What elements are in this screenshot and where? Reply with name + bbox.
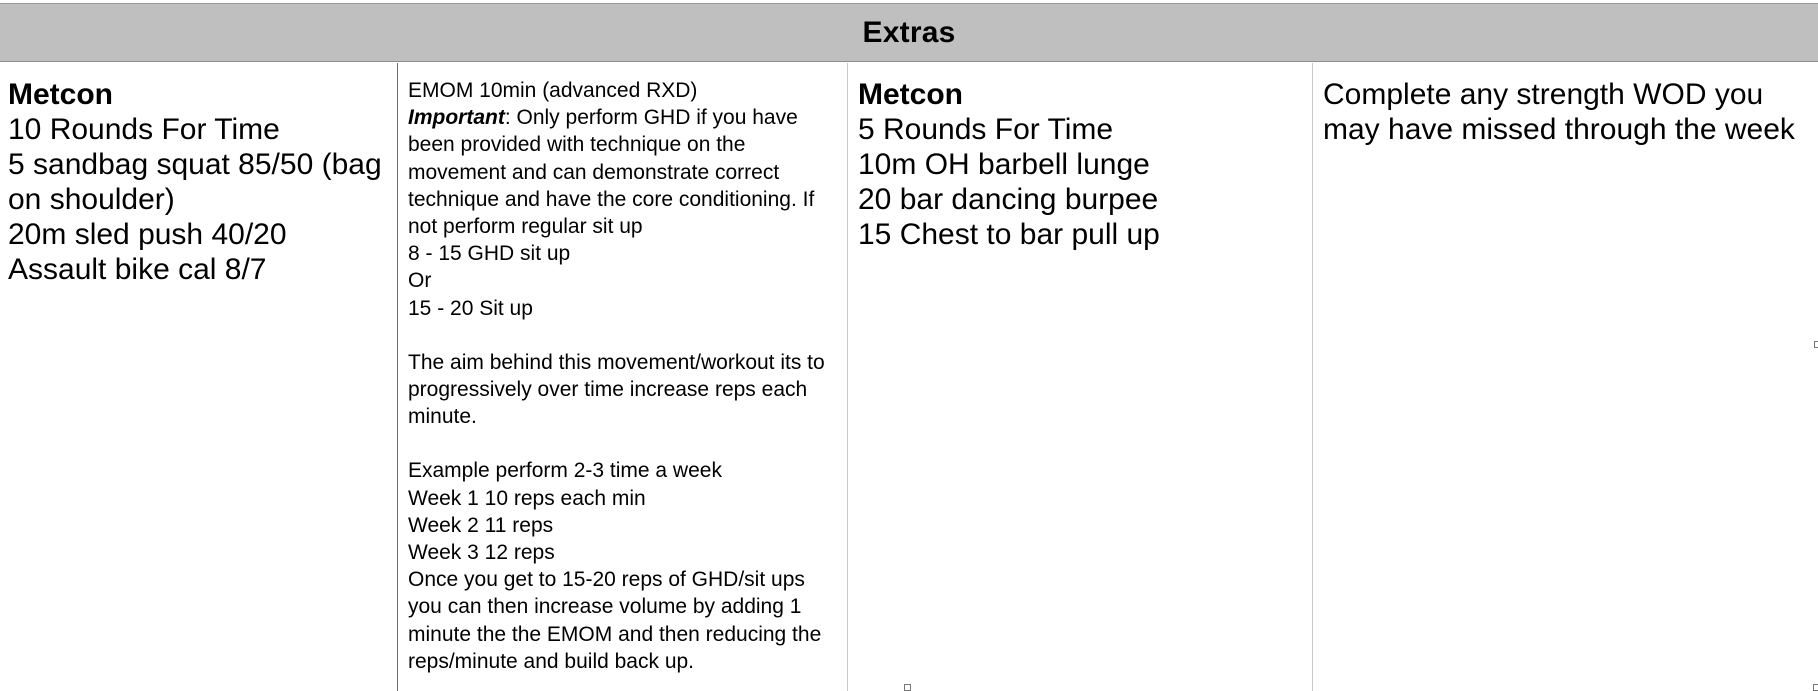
closing-text: Once you get to 15-20 reps of GHD/sit ups you can then increase volume by adding 1 minute the the EMOM and then reducing the reps/minute and build back up. (408, 568, 822, 673)
metcon-2-title: Metcon (858, 78, 963, 111)
aim-text: The aim behind this movement/workout its to progressively over time increase reps each minute. (408, 350, 825, 429)
metcon-1-line: Assault bike cal 8/7 (8, 253, 267, 286)
spreadsheet (0, 3, 1818, 690)
important-note (408, 104, 840, 240)
metcon-2-line: 20 bar dancing burpee (858, 183, 1159, 216)
spacer (408, 322, 840, 349)
metcon-2-line: 15 Chest to bar pull up (858, 218, 1160, 251)
metcon-2-line: 10m OH barbell lunge (858, 148, 1150, 181)
cell-emom[interactable] (398, 63, 848, 691)
example-line: Week 2 11 reps (408, 513, 554, 537)
section-header (0, 4, 1818, 62)
example-line: Week 1 10 reps each min (408, 486, 646, 510)
important-text: : Only perform GHD if you have been provided with technique on the movement and can demonstrate correct technique and have the core conditioning. If not perform regular sit up (408, 106, 815, 239)
metcon-1-line: 20m sled push 40/20 (8, 218, 287, 251)
section-title: Extras (862, 15, 956, 49)
strength-note-text: Complete any strength WOD you may have missed through the week (1323, 78, 1795, 146)
example-line: Week 3 12 reps (408, 541, 555, 565)
spacer (408, 430, 840, 457)
cell-resize-handle[interactable] (1814, 341, 1818, 348)
example-line: Example perform 2-3 time a week (408, 459, 722, 483)
emom-line: 8 - 15 GHD sit up (408, 242, 571, 266)
cell-metcon-1[interactable] (0, 63, 398, 691)
metcon-1-line: 5 sandbag squat 85/50 (bag on shoulder) (8, 148, 382, 216)
cell-metcon-2[interactable] (848, 63, 1313, 691)
important-label: Important (408, 106, 505, 130)
metcon-1-title: Metcon (8, 78, 113, 111)
emom-line: 15 - 20 Sit up (408, 296, 533, 320)
emom-line: Or (408, 269, 432, 293)
emom-title: EMOM 10min (advanced RXD) (408, 79, 698, 102)
metcon-1-line: 10 Rounds For Time (8, 113, 280, 146)
metcon-2-line: 5 Rounds For Time (858, 113, 1114, 146)
cell-strength-note[interactable] (1313, 63, 1818, 691)
